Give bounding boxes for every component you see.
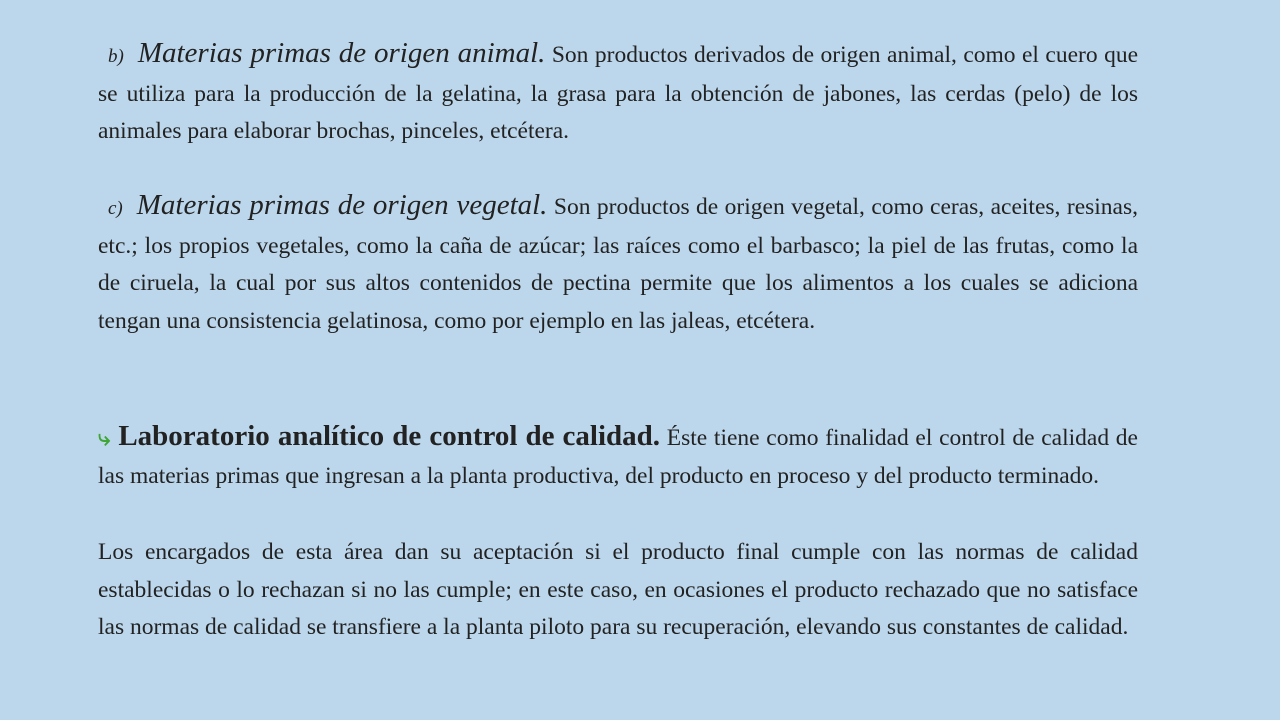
body-vegetable-raw-materials: Son productos de origen vegetal, como ceras, aceites, resinas, etc.; los propios vegetales, como la caña de azúcar; las raíces como el barbasco; la piel de las frutas, como la de ciruela, la cual por sus altos contenidos de pectina permite que los alimentos a los cuales se adiciona tengan una consistencia gelatinosa, como por ejemplo en las jaleas, etcétera.	[98, 194, 1138, 334]
paragraph-animal-raw-materials	[98, 35, 1138, 151]
paragraph-acceptance	[98, 534, 1138, 647]
body-acceptance: Los encargados de esta área dan su aceptación si el producto final cumple con las normas de calidad establecidas o lo rechazan si no las cumple; en este caso, en ocasiones el producto rechazado que no satisface las normas de calidad se transfiere a la planta piloto para su recuperación, elevando sus constantes de calidad.	[98, 539, 1138, 641]
arrow-bullet-icon: ⤷	[98, 426, 111, 451]
heading-vegetable-raw-materials: Materias primas de origen vegetal.	[136, 189, 548, 221]
heading-quality-lab: Laboratorio analítico de control de calidad.	[118, 420, 661, 452]
body-animal-raw-materials: Son productos derivados de origen animal, como el cuero que se utiliza para la producción de la gelatina, la grasa para la obtención de jabones, las cerdas (pelo) de los animales para elaborar brochas, pinceles, etcétera.	[98, 42, 1139, 145]
paragraph-quality-lab	[98, 418, 1138, 495]
list-marker-c: c)	[108, 198, 123, 219]
paragraph-vegetable-raw-materials	[98, 187, 1138, 340]
body-quality-lab: Éste tiene como finalidad el control de calidad de las materias primas que ingresan a la planta productiva, del producto en proceso y del producto terminado.	[98, 425, 1138, 489]
list-marker-b: b)	[108, 46, 124, 67]
heading-animal-raw-materials: Materias primas de origen animal.	[137, 37, 546, 69]
